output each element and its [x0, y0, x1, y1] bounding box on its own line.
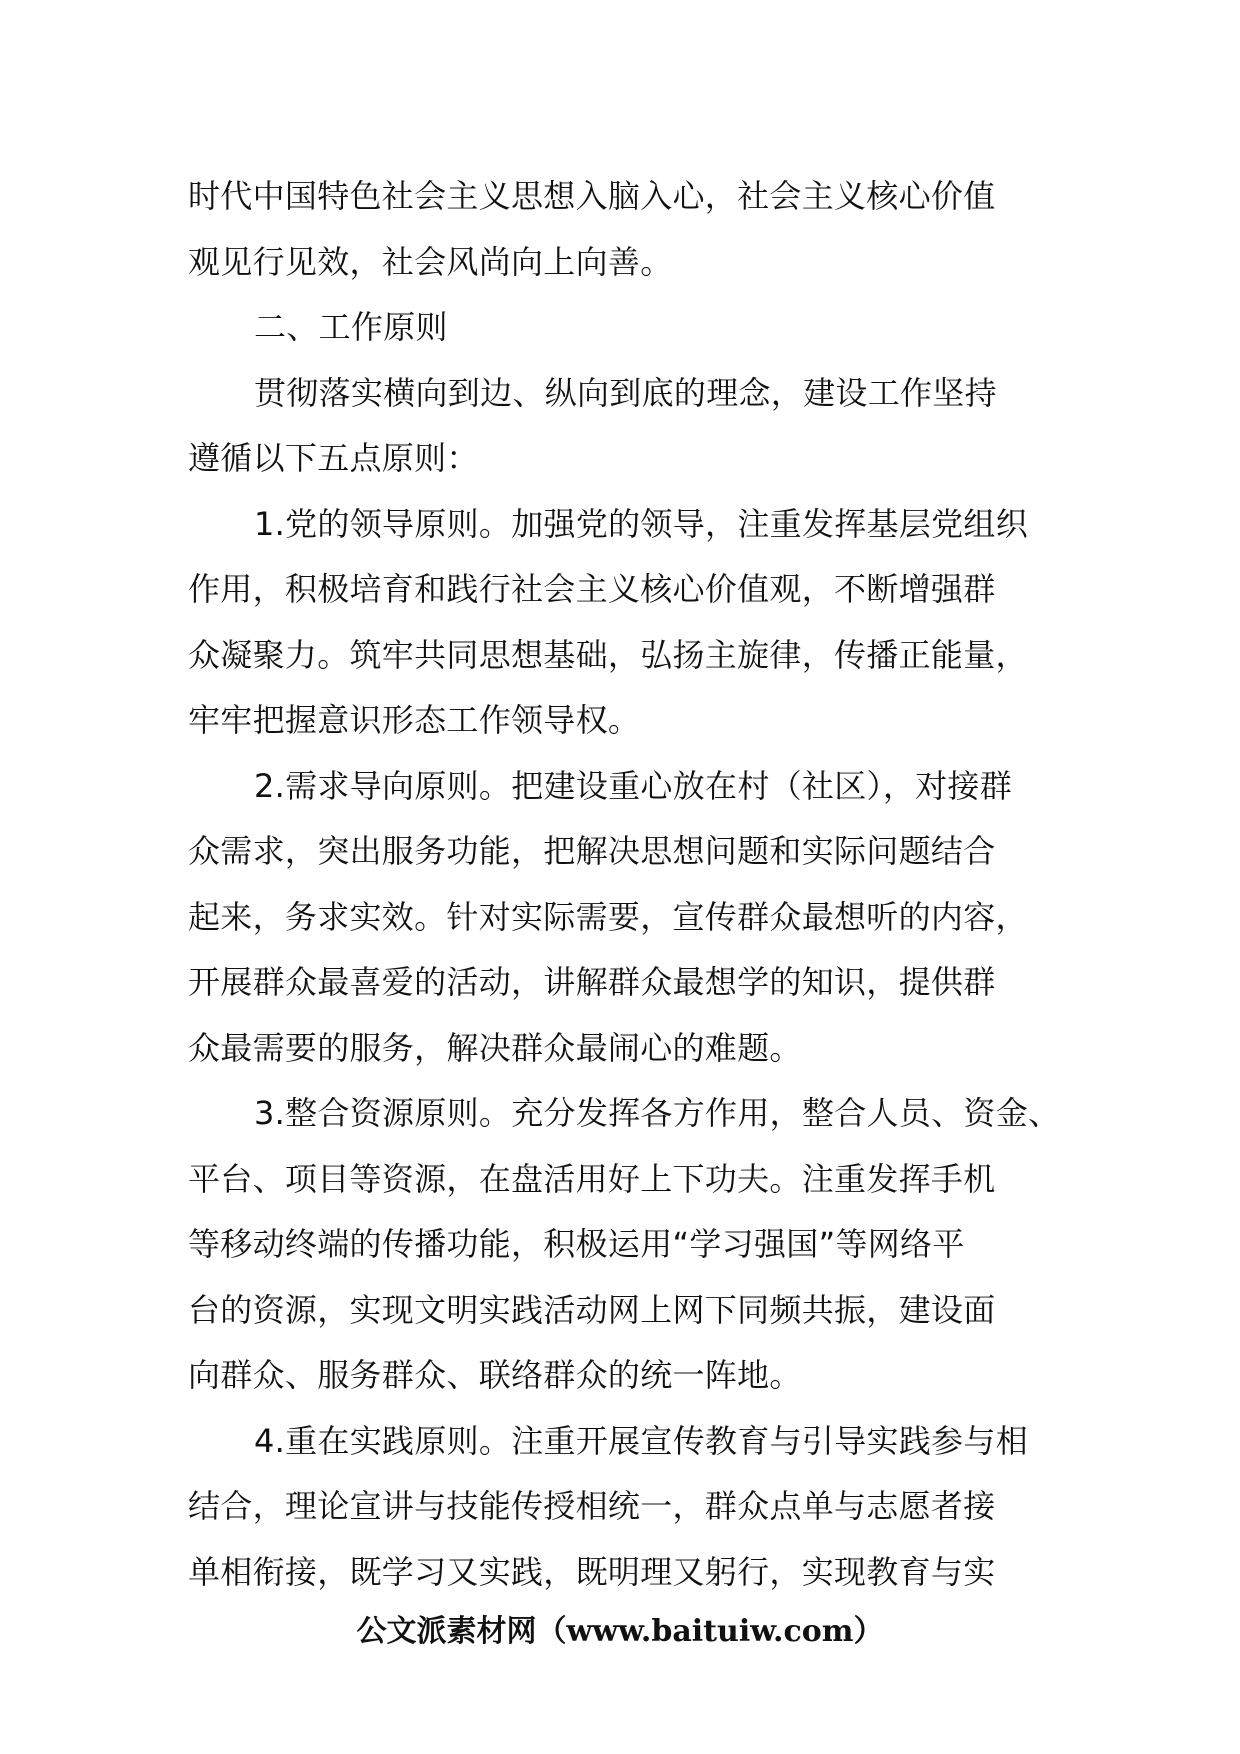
- text-line: 众凝聚力。筑牢共同思想基础，弘扬主旋律，传播正能量，: [188, 635, 1028, 674]
- text-line: 向群众、服务群众、联络群众的统一阵地。: [188, 1356, 802, 1394]
- text-line: 时代中国特色社会主义思想入脑入心，社会主义核心价值: [188, 177, 996, 215]
- text-line: 台的资源，实现文明实践活动网上网下同频共振，建设面: [188, 1290, 996, 1329]
- text-line: 单相衔接，既学习又实践，既明理又躬行，实现教育与实: [188, 1552, 996, 1591]
- text-line: 牢牢把握意识形态工作领导权。: [188, 701, 641, 739]
- document-body: [188, 164, 1088, 1605]
- text-line: 1.党的领导原则。加强党的领导，注重发挥基层党组织: [254, 504, 1029, 543]
- text-line: 作用，积极培育和践行社会主义核心价值观，不断增强群: [188, 570, 996, 608]
- text-line: 贯彻落实横向到边、纵向到底的理念，建设工作坚持: [254, 373, 997, 412]
- text-line: 二、工作原则: [254, 308, 448, 346]
- text-line: 众需求，突出服务功能，把解决思想问题和实际问题结合: [188, 832, 996, 870]
- text-line: 开展群众最喜爱的活动，讲解群众最想学的知识，提供群: [188, 963, 996, 1001]
- text-line: 观见行见效，社会风尚向上向善。: [188, 242, 673, 281]
- text-line: 众最需要的服务，解决群众最闹心的难题。: [188, 1028, 802, 1067]
- text-line: 等移动终端的传播功能，积极运用“学习强国”等网络平: [188, 1225, 965, 1263]
- text-line: 3.整合资源原则。充分发挥各方作用，整合人员、资金、: [254, 1094, 1061, 1132]
- text-line: 起来，务求实效。针对实际需要，宣传群众最想听的内容，: [188, 897, 1028, 936]
- text-line: 结合，理论宣讲与技能传授相统一，群众点单与志愿者接: [188, 1487, 996, 1525]
- footer-watermark: 公文派素材网（www.baituiw.com）: [356, 1614, 884, 1649]
- text-line: 4.重在实践原则。注重开展宣传教育与引导实践参与相: [254, 1421, 1029, 1460]
- text-line: 遵循以下五点原则：: [188, 439, 479, 477]
- text-line: 平台、项目等资源，在盘活用好上下功夫。注重发挥手机: [188, 1159, 996, 1198]
- text-line: 2.需求导向原则。把建设重心放在村（社区），对接群: [254, 766, 1013, 805]
